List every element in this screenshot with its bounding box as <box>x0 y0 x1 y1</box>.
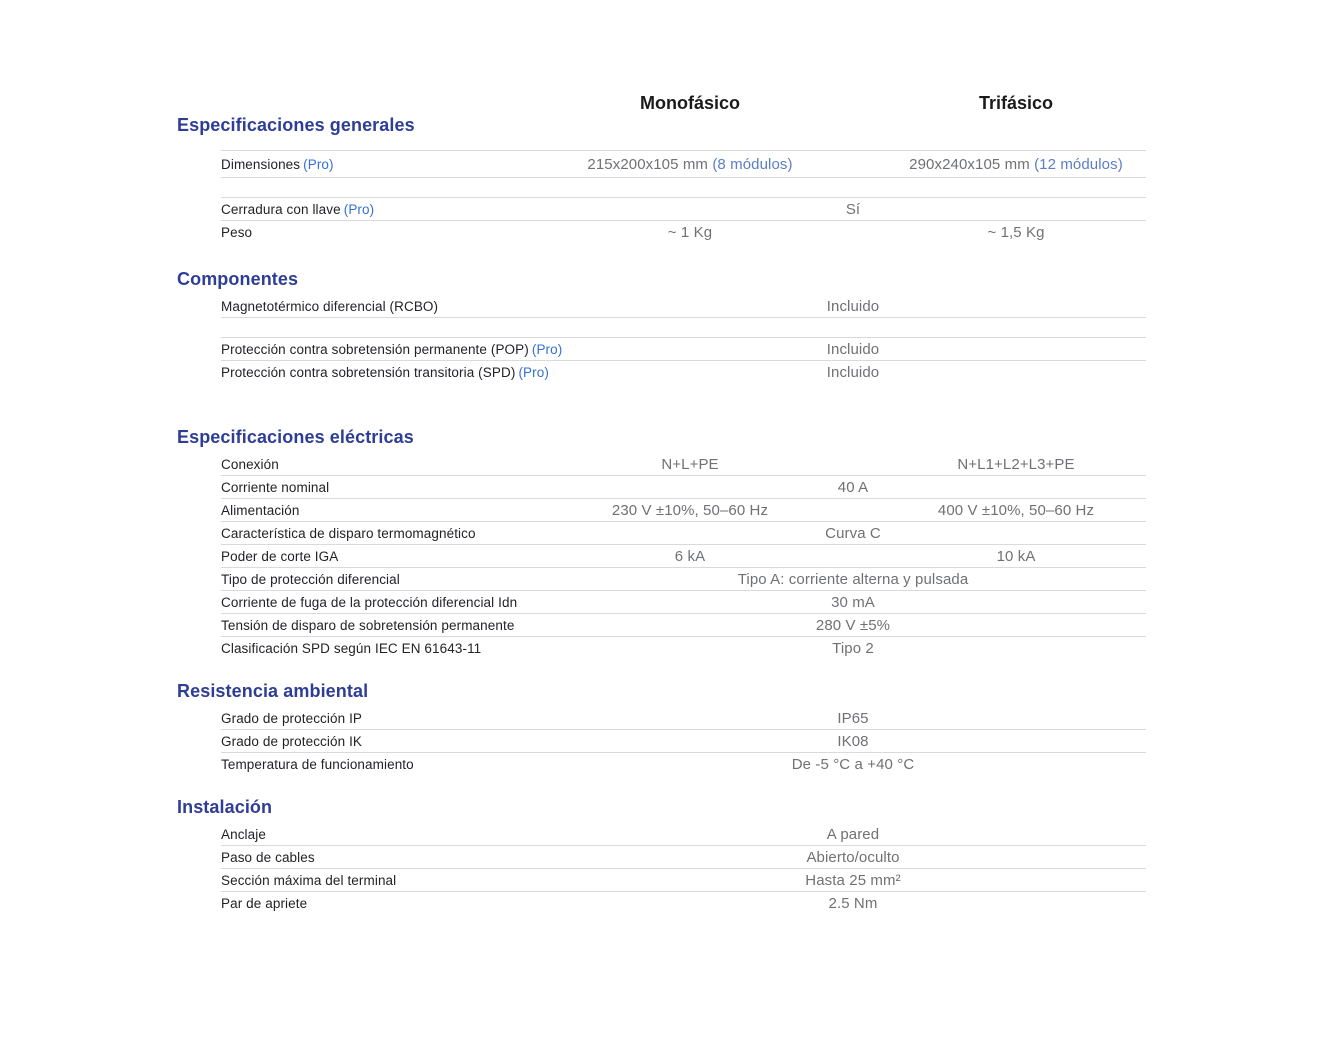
value-shared: De -5 °C a +40 °C <box>791 756 915 773</box>
value-shared: Tipo 2 <box>832 640 874 657</box>
value-tri: 400 V ±10%, 50–60 Hz <box>937 501 1095 519</box>
table-row <box>221 823 1146 846</box>
section-especificaciones-generales <box>177 114 1141 244</box>
value-shared: Curva C <box>825 524 881 542</box>
row-label: Conexión <box>221 456 279 472</box>
value-shared: Incluido <box>826 340 880 358</box>
table-row <box>221 476 1146 499</box>
pro-link[interactable]: (Pro) <box>303 156 334 172</box>
table-row-empty <box>221 178 1146 198</box>
value-shared: Sí <box>845 200 861 218</box>
row-label: Temperatura de funcionamiento <box>221 757 414 772</box>
value-mono: ~ 1 Kg <box>667 224 713 241</box>
value-tri: 290x240x105 mm <box>909 155 1030 173</box>
section-title: Especificaciones eléctricas <box>177 427 414 447</box>
section-resistencia-ambiental <box>177 680 1141 776</box>
table-row <box>221 151 1146 178</box>
value-mono: N+L+PE <box>661 455 719 473</box>
pro-link[interactable]: (Pro) <box>531 341 563 357</box>
table-row-empty <box>221 318 1146 338</box>
row-label: Paso de cables <box>221 849 315 865</box>
spec-table <box>221 823 1146 915</box>
table-row <box>221 591 1146 614</box>
table-row <box>221 198 1146 221</box>
value-shared: Abierto/oculto <box>806 848 900 866</box>
table-row <box>221 361 1146 384</box>
row-label: Tensión de disparo de sobretensión permanente <box>221 617 515 633</box>
modules-note: (12 módulos) <box>1034 155 1123 173</box>
table-row <box>221 753 1146 776</box>
table-row <box>221 730 1146 753</box>
table-row <box>221 637 1146 660</box>
row-label: Alimentación <box>221 502 300 518</box>
value-shared: 40 A <box>837 478 869 496</box>
value-tri: 10 kA <box>996 547 1036 565</box>
table-row <box>221 869 1146 892</box>
table-row <box>221 892 1146 915</box>
table-row <box>221 295 1146 318</box>
value-tri: ~ 1,5 Kg <box>987 224 1045 241</box>
value-mono: 230 V ±10%, 50–60 Hz <box>611 501 769 519</box>
row-label: Dimensiones <box>221 156 301 172</box>
pro-link[interactable]: (Pro) <box>518 365 549 380</box>
table-row <box>221 453 1146 476</box>
value-shared: Hasta 25 mm² <box>805 871 901 889</box>
row-label: Magnetotérmico diferencial (RCBO) <box>221 298 439 314</box>
table-row <box>221 221 1146 244</box>
spec-table <box>221 453 1146 660</box>
section-title: Resistencia ambiental <box>177 681 369 701</box>
row-label: Grado de protección IP <box>221 710 363 726</box>
row-label: Grado de protección IK <box>221 733 363 749</box>
section-title: Especificaciones generales <box>177 115 415 135</box>
table-row <box>221 545 1146 568</box>
spec-table <box>221 150 1146 244</box>
value-shared: A pared <box>826 825 880 843</box>
row-label: Característica de disparo termomagnético <box>221 525 476 541</box>
table-row <box>221 522 1146 545</box>
row-label: Protección contra sobretensión transitoria (SPD) <box>221 365 516 380</box>
column-header-monofasico: Monofásico <box>639 92 740 113</box>
spec-table <box>221 707 1146 776</box>
value-shared: 280 V ±5% <box>815 616 891 634</box>
value-shared: IK08 <box>837 732 869 750</box>
table-row <box>221 338 1146 361</box>
section-instalacion <box>177 796 1141 915</box>
row-label: Clasificación SPD según IEC EN 61643-11 <box>221 641 482 656</box>
value-shared: Incluido <box>826 364 880 381</box>
row-label: Peso <box>221 225 253 240</box>
column-headers-row <box>221 92 1141 114</box>
spec-table <box>221 295 1146 384</box>
row-label: Poder de corte IGA <box>221 548 339 564</box>
pro-link[interactable]: (Pro) <box>343 201 375 217</box>
column-header-trifasico: Trifásico <box>978 92 1054 113</box>
value-tri: N+L1+L2+L3+PE <box>957 455 1075 473</box>
section-title: Componentes <box>177 269 299 289</box>
value-mono: 6 kA <box>674 547 706 565</box>
row-label: Protección contra sobretensión permanente (POP) <box>221 341 529 357</box>
row-label: Sección máxima del terminal <box>221 872 397 888</box>
value-mono: 215x200x105 mm <box>587 155 709 173</box>
value-shared: Incluido <box>826 297 880 315</box>
row-label: Corriente nominal <box>221 479 330 495</box>
table-row <box>221 499 1146 522</box>
section-componentes <box>177 268 1141 384</box>
section-especificaciones-electricas <box>177 426 1141 660</box>
value-shared: IP65 <box>837 709 869 727</box>
table-row <box>221 846 1146 869</box>
row-label: Cerradura con llave <box>221 201 341 217</box>
section-title: Instalación <box>177 797 273 817</box>
row-label: Tipo de protección diferencial <box>221 571 400 587</box>
value-shared: Tipo A: corriente alterna y pulsada <box>737 570 969 588</box>
table-row <box>221 614 1146 637</box>
value-shared: 30 mA <box>831 593 875 611</box>
modules-note: (8 módulos) <box>712 155 793 173</box>
table-row <box>221 568 1146 591</box>
row-label: Corriente de fuga de la protección diferencial Idn <box>221 594 518 610</box>
value-shared: 2.5 Nm <box>828 895 878 912</box>
row-label: Par de apriete <box>221 896 308 911</box>
table-row <box>221 707 1146 730</box>
row-label: Anclaje <box>221 826 266 842</box>
